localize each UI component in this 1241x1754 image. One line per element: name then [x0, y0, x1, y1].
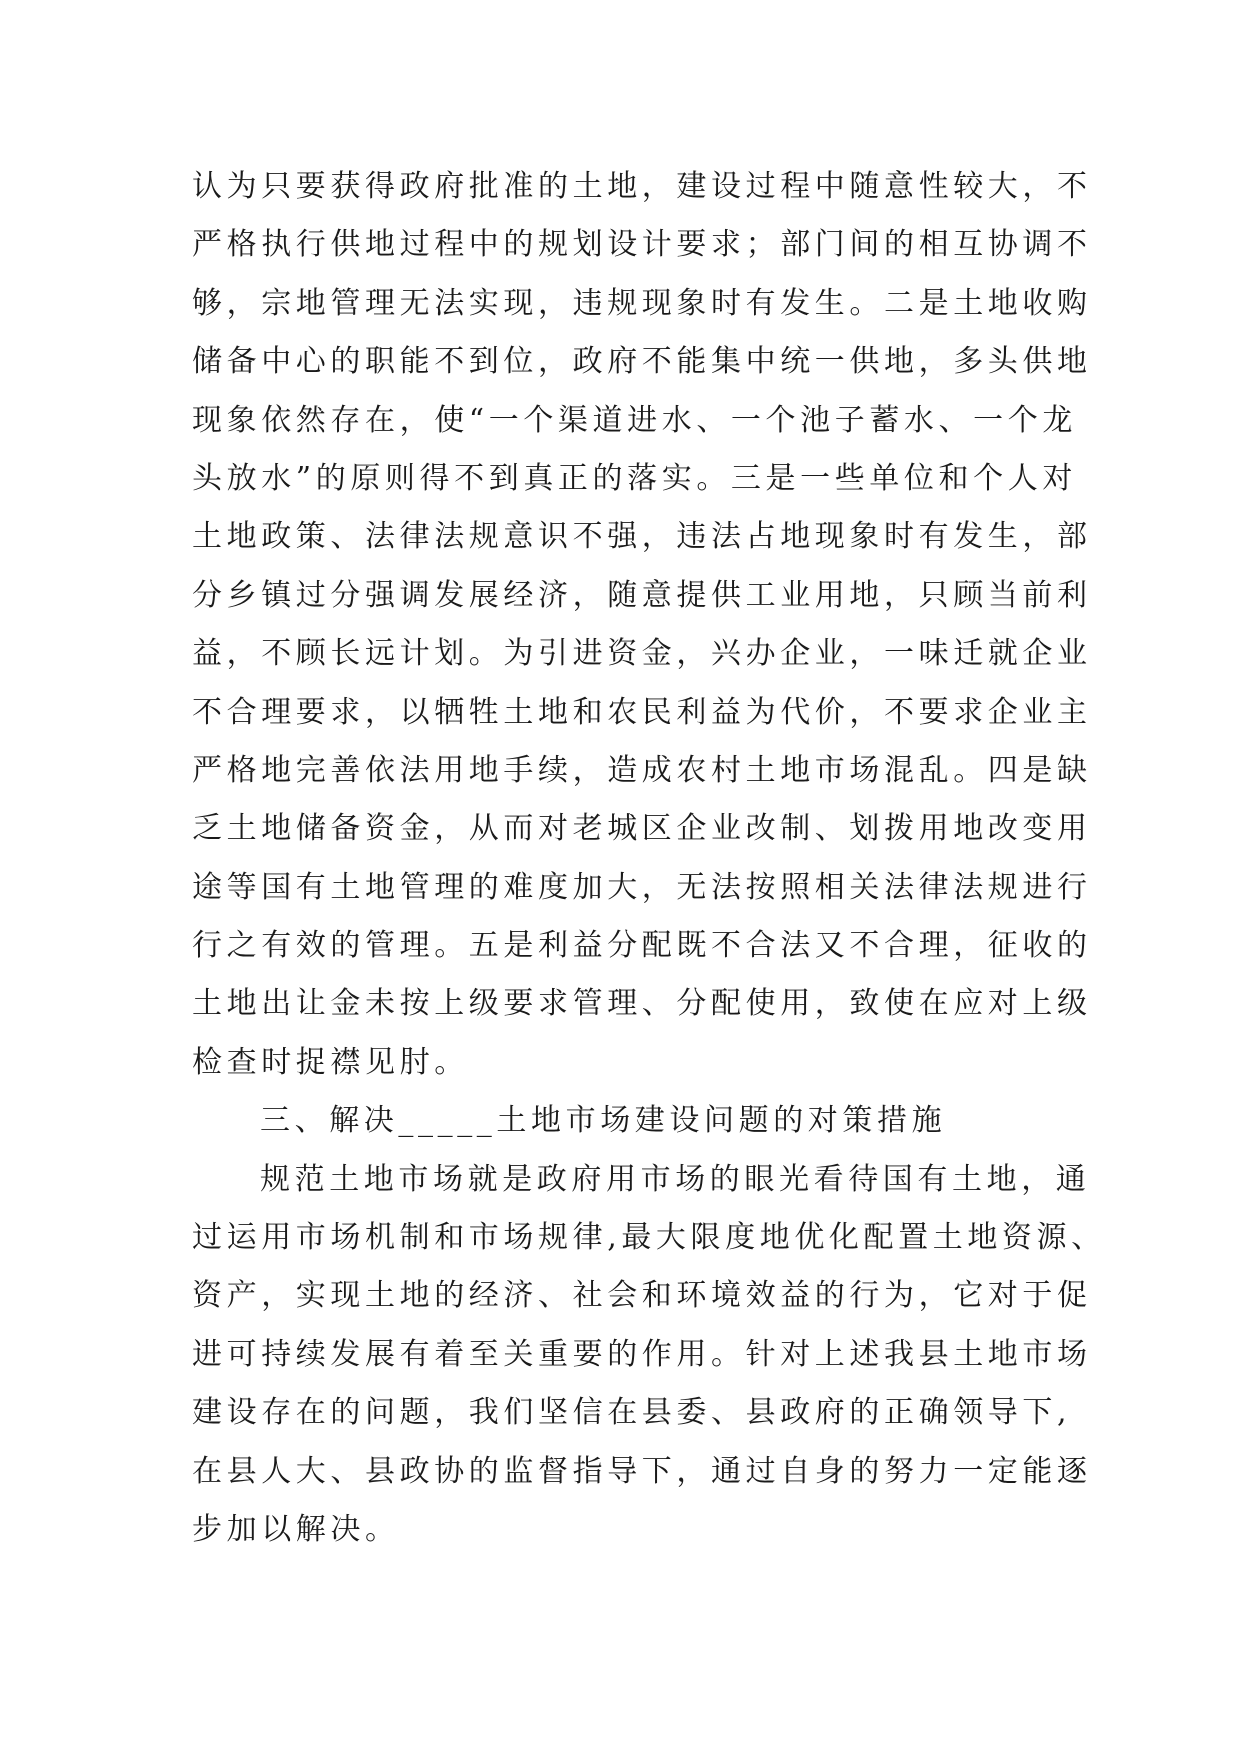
text-line: 土地出让金未按上级要求管理、分配使用，致使在应对上级 [192, 986, 1092, 1022]
text-line: 乏土地储备资金，从而对老城区企业改制、划拨用地改变用 [192, 811, 1092, 847]
text-line: 分乡镇过分强调发展经济，随意提供工业用地，只顾当前利 [192, 577, 1092, 613]
text-line: 建设存在的问题，我们坚信在县委、县政府的正确领导下, [192, 1395, 1072, 1431]
text-line: 途等国有土地管理的难度加大，无法按照相关法律法规进行 [192, 869, 1092, 905]
text-line: 严格执行供地过程中的规划设计要求；部门间的相互协调不 [192, 227, 1092, 263]
section-heading: 三、解决_____土地市场建设问题的对策措施 [260, 1103, 947, 1139]
text-line: 储备中心的职能不到位，政府不能集中统一供地，多头供地 [192, 344, 1092, 380]
text-line: 认为只要获得政府批准的土地，建设过程中随意性较大，不 [192, 169, 1092, 204]
text-line: 在县人大、县政协的监督指导下，通过自身的努力一定能逐 [192, 1453, 1092, 1489]
text-line: 步加以解决。 [192, 1511, 400, 1547]
text-line: 不合理要求，以牺牲土地和农民利益为代价，不要求企业主 [192, 694, 1092, 730]
text-line: 严格地完善依法用地手续，造成农村土地市场混乱。四是缺 [192, 752, 1092, 788]
text-line: 资产，实现土地的经济、社会和环境效益的行为，它对于促 [192, 1278, 1092, 1314]
text-line: 现象依然存在，使“一个渠道进水、一个池子蓄水、一个龙 [192, 402, 1077, 438]
text-line: 规范土地市场就是政府用市场的眼光看待国有土地，通 [260, 1161, 1091, 1197]
text-line: 过运用市场机制和市场规律,最大限度地优化配置土地资源、 [192, 1220, 1106, 1256]
text-line: 益，不顾长远计划。为引进资金，兴办企业，一味迁就企业 [192, 636, 1092, 672]
paragraph-1 [192, 158, 1092, 1092]
text-line: 检查时捉襟见肘。 [192, 1044, 469, 1080]
text-line: 土地政策、法律法规意识不强，违法占地现象时有发生，部 [192, 519, 1092, 555]
text-line: 行之有效的管理。五是利益分配既不合法又不合理，征收的 [192, 928, 1092, 964]
document-body [192, 158, 1106, 1559]
text-line: 进可持续发展有着至关重要的作用。针对上述我县土地市场 [192, 1336, 1092, 1372]
text-line: 够，宗地管理无法实现，违规现象时有发生。二是土地收购 [192, 285, 1092, 321]
paragraph-2 [192, 1151, 1106, 1560]
text-line: 头放水”的原则得不到真正的落实。三是一些单位和个人对 [192, 460, 1077, 496]
